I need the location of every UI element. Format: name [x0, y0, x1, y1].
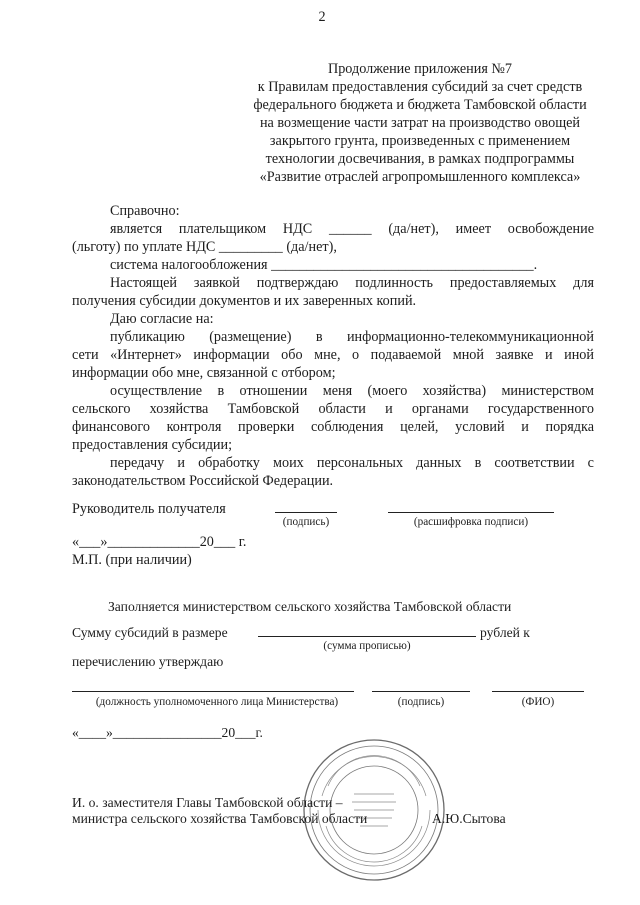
page-number: 2: [318, 9, 326, 25]
publication-line-1: публикацию (размещение) в информационно-телекоммуникационной: [110, 329, 594, 345]
check-line-1: осуществление в отношении меня (моего хозяйства) министерством: [110, 383, 594, 399]
nds-line-1: является плательщиком НДС ______ (да/нет), имеет освобождение: [110, 221, 594, 237]
header-line: «Развитие отраслей агропромышленного комплекса»: [259, 169, 581, 185]
check-line-3: финансового контроля проверки соблюдения целей, условий и порядка: [72, 419, 594, 435]
footer-line-1: И. о. заместителя Главы Тамбовской области –: [72, 795, 343, 810]
approve-label: перечислению утверждаю: [72, 654, 224, 669]
name-caption: (расшифровка подписи): [413, 516, 529, 528]
sum-caption: (сумма прописью): [323, 640, 411, 652]
ministry-block-title: Заполняется министерством сельского хозяйства Тамбовской области: [108, 599, 512, 614]
check-line-4: предоставления субсидии;: [72, 437, 233, 453]
fio-caption: (ФИО): [521, 696, 555, 708]
header-line: к Правилам предоставления субсидий за счет средств: [257, 79, 583, 95]
footer-signer: А.Ю.Сытова: [432, 811, 506, 826]
sum-line: [258, 636, 476, 637]
fio-line: [492, 691, 584, 692]
header-line: технологии досвечивания, в рамках подпрограммы: [265, 151, 575, 167]
nds-line-2: (льготу) по уплате НДС _________ (да/нет),: [72, 239, 337, 255]
position-line: [72, 691, 354, 692]
sum-label-end: рублей к: [480, 625, 530, 640]
spravochno-label: Справочно:: [110, 203, 180, 219]
stamp-place-note: М.П. (при наличии): [72, 552, 192, 568]
signature-line: [275, 512, 337, 513]
check-line-2: сельского хозяйства Тамбовской области и органами государственного: [72, 401, 594, 417]
consent-title: Даю согласие на:: [110, 311, 214, 327]
date-line: «___»_____________20___ г.: [72, 534, 247, 550]
header-line: на возмещение части затрат на производство овощей: [259, 115, 581, 131]
publication-line-3: информации обо мне, связанной с отбором;: [72, 365, 336, 381]
sum-label: Сумму субсидий в размере: [72, 625, 228, 640]
name-line: [388, 512, 554, 513]
ministry-signature-caption: (подпись): [397, 696, 445, 708]
tax-system-line: система налогообложения _____________________________________.: [110, 257, 538, 273]
header-line: закрытого грунта, произведенных с применением: [269, 133, 571, 149]
signature-caption: (подпись): [282, 516, 330, 528]
footer-line-2: министра сельского хозяйства Тамбовской области: [72, 811, 368, 826]
ministry-date-line: «____»________________20___г.: [72, 725, 263, 740]
header-line: федерального бюджета и бюджета Тамбовской области: [253, 97, 587, 113]
confirm-line-2: получения субсидии документов и их заверенных копий.: [72, 293, 417, 309]
publication-line-2: сети «Интернет» информации обо мне, о подаваемой мной заявке и иной: [72, 347, 594, 363]
head-label: Руководитель получателя: [72, 501, 226, 517]
personal-data-line-2: законодательством Российской Федерации.: [72, 473, 334, 489]
ministry-signature-line: [372, 691, 470, 692]
confirm-line-1: Настоящей заявкой подтверждаю подлинность предоставляемых для: [110, 275, 594, 291]
header-line: Продолжение приложения №7: [327, 61, 513, 77]
appendix-header: [210, 60, 630, 186]
position-caption: (должность уполномоченного лица Министерства): [95, 696, 339, 708]
personal-data-line-1: передачу и обработку моих персональных данных в соответствии с: [110, 455, 594, 471]
